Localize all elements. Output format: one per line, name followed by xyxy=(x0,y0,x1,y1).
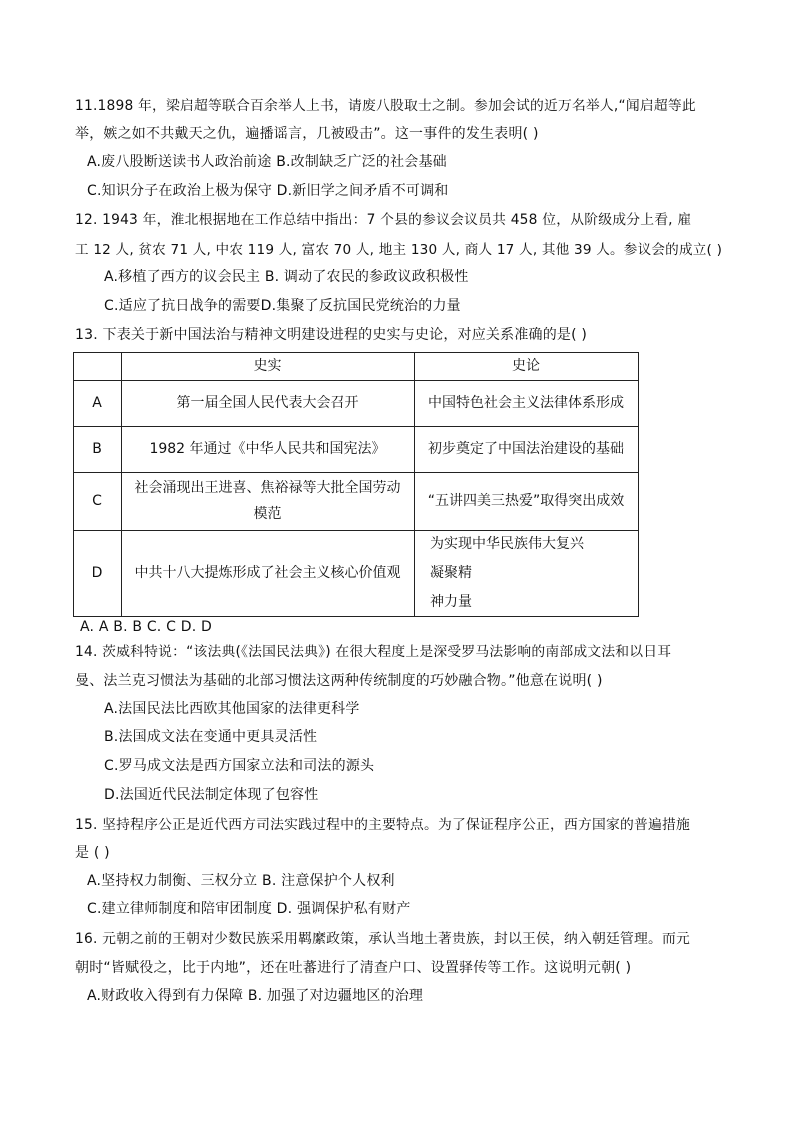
q14-stem-line1: 14. 茨威科特说：“该法典(《法国民法典》) 在很大程度上是深受罗马法影响的南部成文法和以日耳 xyxy=(75,644,672,660)
q15-options-cd: C.建立律师制度和陪审团制度 D. 强调保护私有财产 xyxy=(87,901,411,917)
q12-stem-line1: 12. 1943 年，淮北根据地在工作总结中指出：7 个县的参议会议员共 458 位，从阶级成分上看, 雇 xyxy=(75,212,692,228)
row-c-fact-line1: 社会涌现出王进喜、焦裕禄等大批全国劳动 xyxy=(134,480,401,496)
q13-stem: 13. 下表关于新中国法治与精神文明建设进程的史实与史论，对应关系准确的是( ) xyxy=(75,327,588,343)
history-table xyxy=(73,352,639,617)
q15-options-ab: A.坚持权力制衡、三权分立 B. 注意保护个人权利 xyxy=(87,873,395,889)
q12-stem-line2: 工 12 人, 贫农 71 人, 中农 119 人, 富农 70 人, 地主 130 人, 商人 17 人, 其他 39 人。参议会的成立( ) xyxy=(75,242,723,258)
q15-stem-line2: 是 ( ) xyxy=(75,845,110,861)
row-b-key: B xyxy=(92,441,102,457)
q14-option-d: D.法国近代民法制定体现了包容性 xyxy=(104,787,319,803)
row-b-thesis: 初步奠定了中国法治建设的基础 xyxy=(428,441,624,457)
row-d-fact: 中共十八大提炼形成了社会主义核心价值观 xyxy=(134,565,401,581)
q14-option-a: A.法国民法比西欧其他国家的法律更科学 xyxy=(104,701,360,717)
q11-stem-line2: 举，嫉之如不共戴天之仇，遍播谣言，几被殴击”。这一事件的发生表明( ) xyxy=(75,126,539,142)
q15-stem-line1: 15. 坚持程序公正是近代西方司法实践过程中的主要特点。为了保证程序公正，西方国家的普遍措施 xyxy=(75,817,690,833)
row-a-key: A xyxy=(92,395,102,411)
row-c-fact xyxy=(121,472,414,530)
row-c-thesis: “五讲四美三热爱”取得突出成效 xyxy=(427,493,625,509)
row-b-fact: 1982 年通过《中华人民共和国宪法》 xyxy=(149,441,386,457)
q16-options-ab: A.财政收入得到有力保障 B. 加强了对边疆地区的治理 xyxy=(87,988,424,1004)
row-d-thesis-line2: 凝聚精 xyxy=(430,565,472,581)
table-header-fact: 史实 xyxy=(253,358,282,374)
q12-options-ab: A.移植了西方的议会民主 B. 调动了农民的参政议政积极性 xyxy=(104,269,469,285)
q16-stem-line1: 16. 元朝之前的王朝对少数民族采用羁縻政策，承认当地土著贵族，封以王侯，纳入朝廷管理。而元 xyxy=(75,931,690,947)
q11-options-cd: C.知识分子在政治上极为保守 D.新旧学之间矛盾不可调和 xyxy=(87,183,449,199)
row-a-thesis: 中国特色社会主义法律体系形成 xyxy=(428,395,624,411)
row-d-thesis-line3: 神力量 xyxy=(430,594,472,610)
row-d-thesis-line1: 为实现中华民族伟大复兴 xyxy=(430,536,584,552)
row-a-fact: 第一届全国人民代表大会召开 xyxy=(176,395,359,411)
q11-stem-line1: 11.1898 年，梁启超等联合百余举人上书，请废八股取士之制。参加会试的近万名举人,“闻启超等此 xyxy=(75,98,696,114)
row-c-key: C xyxy=(92,493,102,509)
row-d-key: D xyxy=(91,565,103,581)
row-c-fact-line2: 模范 xyxy=(253,506,282,522)
table-header-thesis: 史论 xyxy=(512,358,540,374)
q11-options-ab: A.废八股断送读书人政治前途 B.改制缺乏广泛的社会基础 xyxy=(87,154,447,170)
q13-options: A. A B. B C. C D. D xyxy=(80,619,212,635)
q14-option-c: C.罗马成文法是西方国家立法和司法的源头 xyxy=(104,758,375,774)
q14-option-b: B.法国成文法在变通中更具灵活性 xyxy=(104,729,318,745)
q12-options-cd: C.适应了抗日战争的需要D.集聚了反抗国民党统治的力量 xyxy=(104,298,461,314)
q14-stem-line2: 曼、法兰克习惯法为基础的北部习惯法这两种传统制度的巧妙融合物。”他意在说明( ) xyxy=(75,673,603,689)
q16-stem-line2: 朝时“皆赋役之，比于内地”，还在吐蕃进行了清查户口、设置驿传等工作。这说明元朝( ) xyxy=(75,960,632,976)
